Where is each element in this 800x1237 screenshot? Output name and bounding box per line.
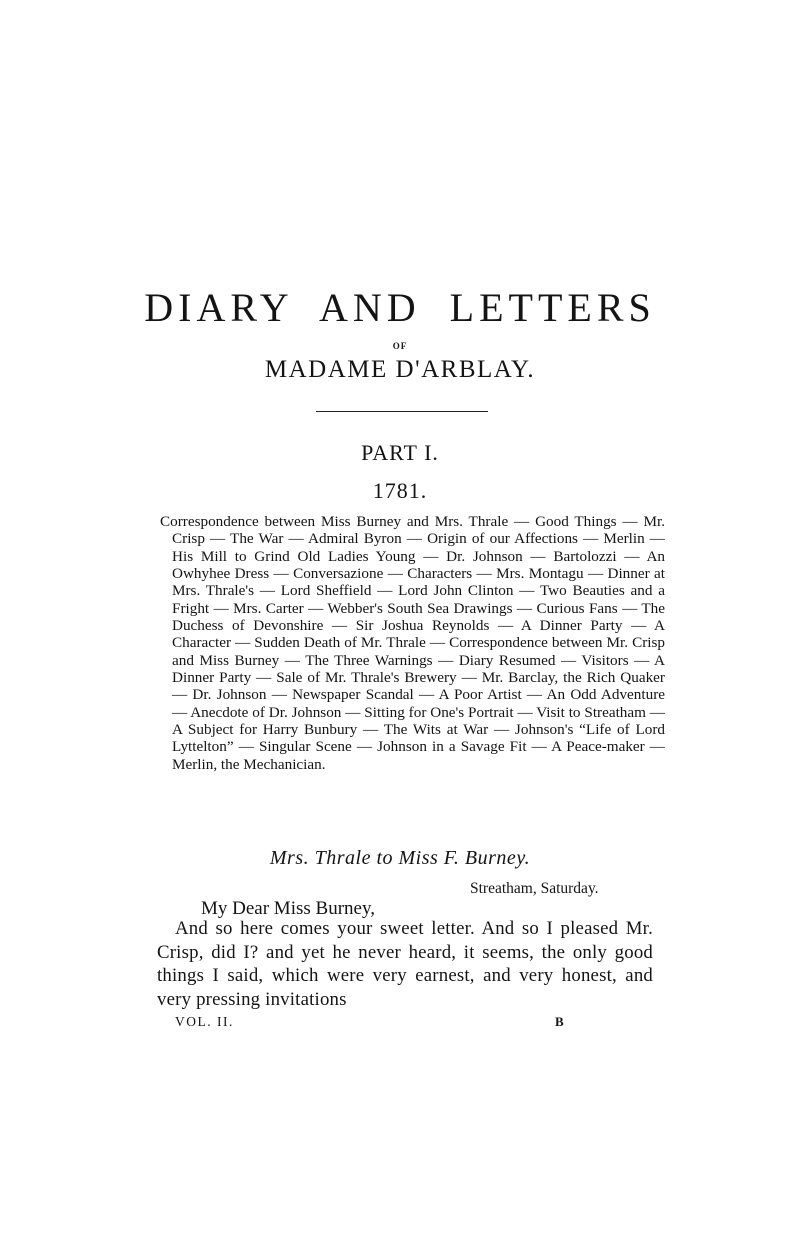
title-rule	[316, 411, 488, 412]
book-title: DIARY AND LETTERS	[144, 285, 656, 330]
book-subtitle: MADAME D'ARBLAY.	[264, 356, 536, 383]
year-heading: 1781.	[372, 478, 428, 503]
letter-dateline: Streatham, Saturday.	[470, 880, 599, 897]
chapter-contents-summary: Correspondence between Miss Burney and Mrs. Thrale — Good Things — Mr. Crisp — The War — Admiral Byron — Origin of our Affections — Merlin — His Mill to Grind Old Ladies Young — Dr. Johnson — Bartolozzi — An Owhyhee Dress — Conversazione — Characters — Mrs. Montagu — Dinner at Mrs. Thrale's — Lord Sheffield — Lord John Clinton — Two Beauties and a Fright — Mrs. Carter — Webber's South Sea Drawings — Curious Fans — The Duchess of Devonshire — Sir Joshua Reynolds — A Dinner Party — A Character — Sudden Death of Mr. Thrale — Correspondence between Mr. Crisp and Miss Burney — The Three Warnings — Diary Resumed — Visitors — A Dinner Party — Sale of Mr. Thrale's Brewery — Mr. Barclay, the Rich Quaker — Dr. Johnson — Newspaper Scandal — A Poor Artist — An Odd Adventure — Anecdote of Dr. Johnson — Sitting for One's Portrait — Visit to Streatham — A Subject for Harry Bunbury — The Wits at War — Johnson's “Life of Lord Lyttelton” — Singular Scene — Johnson in a Savage Fit — A Peace-maker — Merlin, the Mechanician.	[160, 513, 665, 773]
letter-salutation: My Dear Miss Burney,	[201, 898, 375, 919]
title-connector: OF	[392, 341, 408, 351]
signature-mark: B	[555, 1014, 564, 1029]
part-heading: PART I.	[361, 440, 439, 465]
volume-footer: VOL. II.	[175, 1014, 234, 1029]
letter-body: And so here comes your sweet letter. And so I pleased Mr. Crisp, did I? and yet he never heard, it seems, the only good things I said, which were very earnest, and very honest, and very pressing invitations	[157, 918, 653, 1010]
letter-heading: Mrs. Thrale to Miss F. Burney.	[269, 847, 531, 869]
